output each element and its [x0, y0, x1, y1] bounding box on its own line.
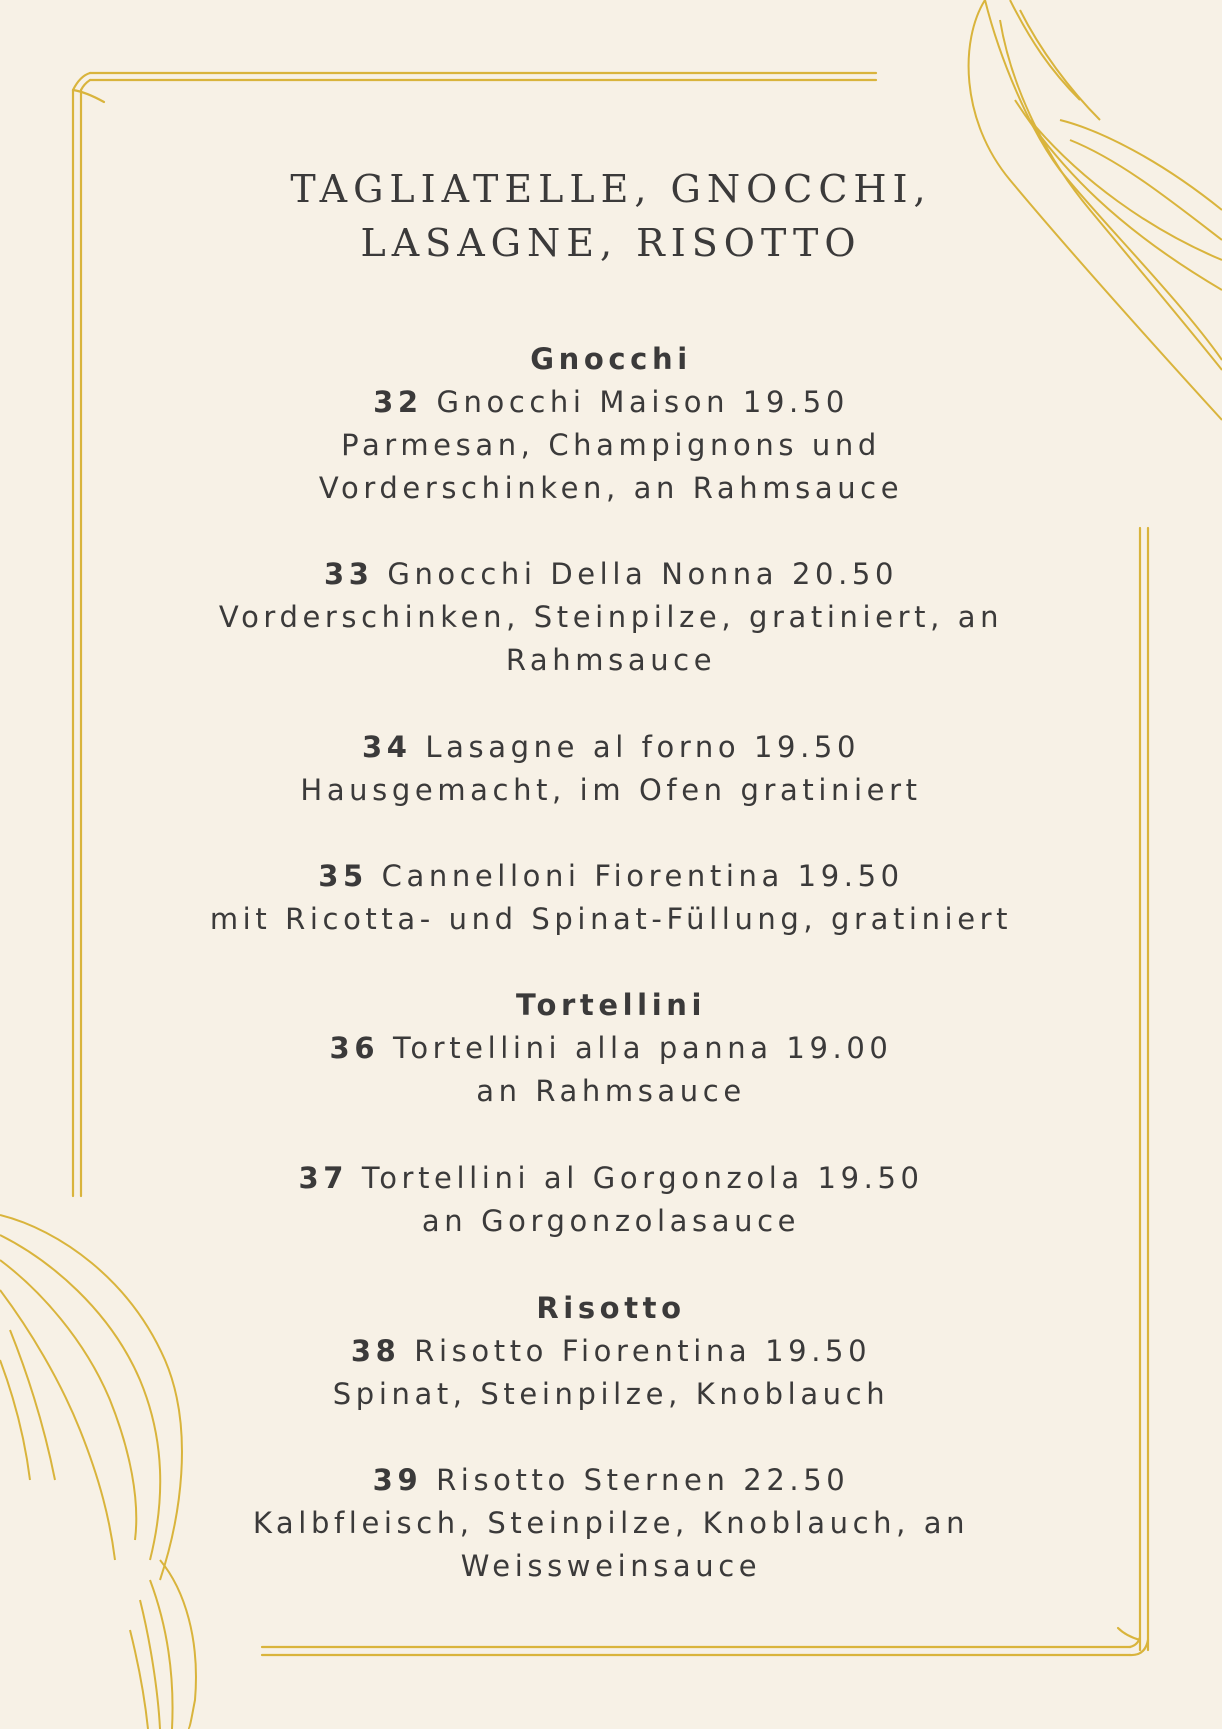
item-number: 35: [318, 859, 368, 893]
menu-item-39-desc-1: Kalbfleisch, Steinpilze, Knoblauch, an: [252, 1506, 970, 1540]
item-name: Risotto Fiorentina 19.50: [414, 1334, 872, 1368]
item-name: Tortellini al Gorgonzola 19.50: [361, 1161, 924, 1195]
section-heading-gnocchi: Gnocchi: [530, 342, 692, 376]
item-name: Gnocchi Della Nonna 20.50: [387, 557, 898, 591]
menu-item-33-title: [0, 553, 1222, 596]
page-title-line-1: TAGLIATELLE, GNOCCHI,: [290, 167, 932, 211]
item-number: 33: [323, 557, 374, 591]
menu-item-32-title: [0, 381, 1222, 424]
menu-item-36-title: [0, 1027, 1222, 1070]
menu-item-35-title: [0, 855, 1222, 898]
menu-item-39-title: [0, 1459, 1222, 1502]
menu-item-32-desc-2: Vorderschinken, an Rahmsauce: [318, 471, 904, 505]
item-name: Tortellini alla panna 19.00: [392, 1031, 893, 1065]
menu-item-36-desc-1: an Rahmsauce: [476, 1074, 746, 1108]
menu-item-37-title: [0, 1157, 1222, 1200]
section-heading-risotto: Risotto: [536, 1291, 686, 1325]
item-number: 37: [298, 1161, 348, 1195]
item-number: 39: [372, 1463, 423, 1497]
menu-item-34-desc-1: Hausgemacht, im Ofen gratiniert: [300, 773, 922, 807]
menu-item-33-desc-2: Rahmsauce: [505, 643, 717, 677]
menu-item-34-title: [0, 726, 1222, 769]
item-number: 36: [329, 1031, 380, 1065]
item-name: Gnocchi Maison 19.50: [436, 385, 849, 419]
item-name: Risotto Sternen 22.50: [436, 1463, 850, 1497]
item-name: Lasagne al forno 19.50: [425, 730, 861, 764]
section-heading-tortellini: Tortellini: [515, 988, 707, 1022]
menu-item-32-desc-1: Parmesan, Champignons und: [341, 428, 881, 462]
item-number: 34: [361, 730, 412, 764]
menu-item-35-desc-1: mit Ricotta- und Spinat-Füllung, gratiniert: [209, 902, 1013, 936]
page-title-line-2: LASAGNE, RISOTTO: [360, 221, 862, 265]
menu-item-33-desc-1: Vorderschinken, Steinpilze, gratiniert, an: [218, 600, 1004, 634]
item-number: 32: [373, 385, 423, 419]
menu-item-37-desc-1: an Gorgonzolasauce: [421, 1204, 801, 1238]
menu-item-39-desc-2: Weissweinsauce: [460, 1549, 762, 1583]
item-number: 38: [350, 1334, 401, 1368]
menu-item-38-title: [0, 1330, 1222, 1373]
menu-item-38-desc-1: Spinat, Steinpilze, Knoblauch: [332, 1377, 890, 1411]
item-name: Cannelloni Fiorentina 19.50: [381, 859, 904, 893]
